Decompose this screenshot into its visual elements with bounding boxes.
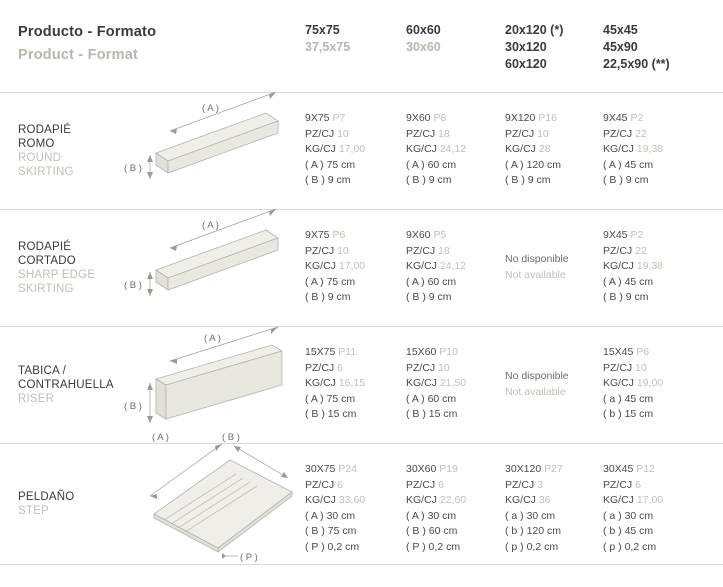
cell-r3c4-dim-2: ( b ) 15 cm: [603, 408, 654, 420]
cell-r4c3-dim-1: ( a ) 30 cm: [505, 509, 556, 522]
cell-r3c4-kg-label: KG/CJ: [603, 377, 634, 389]
row-label-es-line-1: TABICA /: [18, 365, 67, 377]
cell-r3c4: [603, 345, 663, 423]
cell-r1c1-dim-1: ( A ) 75 cm: [305, 158, 356, 171]
cell-r3c4-piece: P6: [636, 346, 650, 358]
cell-r3c2: [406, 345, 466, 423]
row-label-es-line-1: RODAPIÉ: [18, 124, 72, 136]
row-label-es-line-2: CONTRAHUELLA: [18, 379, 114, 391]
cell-r2c3: [505, 228, 569, 283]
row-label-es-line-2: ROMO: [18, 138, 55, 150]
cell-r3c4-kg: 19,00: [636, 377, 664, 389]
row-label: [18, 240, 128, 296]
cell-r1c4-kg-label: KG/CJ: [603, 143, 634, 155]
row-label-en-line-1: RISER: [18, 393, 55, 405]
cell-r1c1-kg: 17,00: [338, 143, 366, 155]
header-column-4-line-2: 45x90: [603, 40, 638, 54]
header-column-2-line-2: 30x60: [406, 40, 441, 54]
row-label-en-line-2: SKIRTING: [18, 166, 74, 178]
cell-r4c3-pz: 3: [537, 478, 543, 491]
cell-r1c3-piece: P16: [538, 112, 557, 124]
cell-r4c2-kg: 22,60: [439, 494, 467, 506]
cell-r4c3-piece: P27: [544, 463, 563, 475]
cell-r4c3-dim-3: ( p ) 0,2 cm: [505, 540, 559, 553]
cell-r2c2-dim-2: ( B ) 9 cm: [406, 291, 452, 303]
cell-r4c1-kg: 33,60: [338, 494, 366, 506]
cell-r4c4-kg-label: KG/CJ: [603, 494, 634, 506]
cell-r4c2-kg-label: KG/CJ: [406, 494, 437, 506]
cell-r2c1-kg-label: KG/CJ: [305, 260, 336, 272]
cell-r2c2-pz: 18: [438, 244, 450, 257]
cell-r2c4-kg: 19,38: [636, 260, 664, 272]
diagram-b-label-3: ( B ): [124, 401, 142, 412]
cell-r4c3-dim-2: ( b ) 120 cm: [505, 525, 562, 537]
cell-r2c1-piece: P6: [332, 229, 346, 241]
cell-r4c1-size: 30X75: [305, 463, 336, 475]
header-column-1-line-1: 75x75: [305, 23, 340, 37]
cell-r4c2-size: 30X60: [406, 463, 437, 475]
cell-r4c3-kg-label: KG/CJ: [505, 494, 536, 506]
header-column-3-line-2: 30x120: [505, 40, 547, 54]
cell-r4c1: [305, 462, 365, 555]
cell-r2c1-dim-2: ( B ) 9 cm: [305, 291, 351, 303]
cell-r3c1-pz: 6: [337, 361, 343, 374]
cell-r3c1-pz-label: PZ/CJ: [305, 361, 335, 374]
cell-r4c2-pz-label: PZ/CJ: [406, 478, 436, 491]
cell-r2c2: [406, 228, 466, 306]
cell-r2c4-pz-label: PZ/CJ: [603, 244, 633, 257]
cell-r4c4-pz: 6: [635, 478, 641, 491]
cell-r3c4-dim-1: ( a ) 45 cm: [603, 392, 654, 405]
cell-r3c4-pz: 10: [635, 361, 647, 374]
table-row: [0, 209, 723, 326]
row-label-es-line-2: CORTADO: [18, 255, 76, 267]
cell-r4c4-dim-1: ( a ) 30 cm: [603, 509, 654, 522]
cell-r1c1-pz: 10: [337, 127, 349, 140]
cell-r2c4-kg-label: KG/CJ: [603, 260, 634, 272]
diagram-a-label-3: ( A ): [204, 333, 221, 344]
cell-r2c4-pz: 22: [635, 244, 647, 257]
cell-r4c4-dim-3: ( p ) 0,2 cm: [603, 540, 657, 553]
header-column-3: [505, 22, 563, 73]
row-label-en-line-1: SHARP EDGE: [18, 269, 96, 281]
row-label: [18, 123, 128, 179]
cell-r3c1-kg-label: KG/CJ: [305, 377, 336, 389]
cell-r4c1-kg-label: KG/CJ: [305, 494, 336, 506]
cell-r1c2-piece: P8: [433, 112, 447, 124]
cell-r4c4-dim-2: ( b ) 45 cm: [603, 525, 654, 537]
cell-r1c1-pz-label: PZ/CJ: [305, 127, 335, 140]
cell-r1c3-kg: 28: [538, 143, 551, 155]
cell-r2c4: [603, 228, 663, 306]
cell-r4c2-dim-1: ( A ) 30 cm: [406, 509, 457, 522]
cell-r1c4-kg: 19,38: [636, 143, 664, 155]
cell-r4c4-kg: 17,00: [636, 494, 664, 506]
cell-r3c2-size: 15X60: [406, 346, 437, 358]
header-column-1-line-2: 37,5x75: [305, 40, 351, 54]
cell-r4c4-pz-label: PZ/CJ: [603, 478, 633, 491]
cell-r1c3-pz: 10: [537, 127, 549, 140]
header-column-4-line-3: 22,5x90 (**): [603, 57, 670, 71]
step-diagram: [126, 432, 298, 564]
cell-r3c2-kg: 21,50: [439, 377, 467, 389]
skirting-round-diagram: [126, 93, 298, 209]
cell-r3c3-not-available-es: No disponible: [505, 370, 569, 382]
cell-r3c3: [505, 345, 569, 400]
header-column-3-line-3: 60x120: [505, 57, 547, 71]
cell-r2c3-not-available-en: Not available: [505, 268, 566, 281]
cell-r3c4-pz-label: PZ/CJ: [603, 361, 633, 374]
cell-r2c4-dim-1: ( A ) 45 cm: [603, 275, 654, 288]
cell-r2c2-kg: 24,12: [439, 260, 467, 272]
riser-diagram: [126, 327, 298, 443]
cell-r1c2-kg-label: KG/CJ: [406, 143, 437, 155]
cell-r4c1-dim-1: ( A ) 30 cm: [305, 509, 356, 522]
cell-r1c3-size: 9X120: [505, 112, 536, 124]
cell-r4c1-pz: 6: [337, 478, 343, 491]
cell-r3c1-dim-2: ( B ) 15 cm: [305, 408, 357, 420]
cell-r3c2-pz-label: PZ/CJ: [406, 361, 436, 374]
cell-r2c1-dim-1: ( A ) 75 cm: [305, 275, 356, 288]
cell-r1c4: [603, 111, 663, 189]
header-column-4: [603, 22, 670, 73]
cell-r1c2-kg: 24,12: [439, 143, 467, 155]
cell-r1c3: [505, 111, 561, 189]
cell-r3c3-not-available-en: Not available: [505, 385, 566, 398]
header-column-2-line-1: 60x60: [406, 23, 441, 37]
cell-r2c2-kg-label: KG/CJ: [406, 260, 437, 272]
cell-r4c1-pz-label: PZ/CJ: [305, 478, 335, 491]
cell-r1c2-pz-label: PZ/CJ: [406, 127, 436, 140]
header-title-es: Producto - Formato: [18, 24, 157, 40]
cell-r2c3-not-available-es: No disponible: [505, 253, 569, 265]
cell-r2c1: [305, 228, 365, 306]
cell-r4c2-dim-3: ( P ) 0,2 cm: [406, 540, 461, 553]
table-row: [0, 432, 723, 565]
cell-r4c2: [406, 462, 466, 555]
cell-r2c2-dim-1: ( A ) 60 cm: [406, 275, 457, 288]
header-column-1: [305, 22, 350, 56]
cell-r3c2-pz: 10: [438, 361, 450, 374]
cell-r3c2-kg-label: KG/CJ: [406, 377, 437, 389]
cell-r4c1-dim-2: ( B ) 75 cm: [305, 525, 357, 537]
header-column-4-line-1: 45x45: [603, 23, 638, 37]
row-label: [18, 490, 128, 518]
cell-r4c3-size: 30X120: [505, 463, 542, 475]
cell-r4c2-pz: 6: [438, 478, 444, 491]
cell-r2c1-size: 9X75: [305, 229, 330, 241]
row-label-es-line-1: RODAPIÉ: [18, 241, 72, 253]
table-header: [0, 0, 723, 92]
cell-r2c2-piece: P5: [433, 229, 447, 241]
table-row: [0, 326, 723, 443]
cell-r1c4-piece: P2: [630, 112, 644, 124]
diagram-a-label-2: ( A ): [202, 220, 219, 231]
diagram-p-label-4: ( P ): [240, 552, 258, 563]
cell-r4c1-dim-3: ( P ) 0,2 cm: [305, 540, 360, 553]
cell-r1c1-piece: P7: [332, 112, 346, 124]
cell-r3c1-piece: P11: [338, 346, 357, 358]
cell-r2c2-size: 9X60: [406, 229, 431, 241]
cell-r1c3-dim-1: ( A ) 120 cm: [505, 158, 562, 171]
header-title-en: Product - Format: [18, 47, 139, 63]
row-label-en-line-2: SKIRTING: [18, 283, 74, 295]
skirting-sharp-edge-diagram: [126, 210, 298, 326]
cell-r1c4-dim-1: ( A ) 45 cm: [603, 158, 654, 171]
diagram-b-label-1: ( B ): [124, 163, 142, 174]
row-label-en-line-1: STEP: [18, 505, 49, 517]
cell-r4c3-pz-label: PZ/CJ: [505, 478, 535, 491]
cell-r2c1-pz: 10: [337, 244, 349, 257]
row-label-es-line-1: PELDAÑO: [18, 491, 75, 503]
cell-r4c3-kg: 36: [538, 494, 551, 506]
cell-r1c2-pz: 18: [438, 127, 450, 140]
cell-r3c1-kg: 16,15: [338, 377, 366, 389]
cell-r1c2-dim-2: ( B ) 9 cm: [406, 174, 452, 186]
cell-r1c4-pz-label: PZ/CJ: [603, 127, 633, 140]
cell-r1c1-dim-2: ( B ) 9 cm: [305, 174, 351, 186]
cell-r1c1-size: 9X75: [305, 112, 330, 124]
cell-r3c1-size: 15X75: [305, 346, 336, 358]
cell-r3c4-size: 15X45: [603, 346, 634, 358]
cell-r4c4: [603, 462, 663, 555]
cell-r4c1-piece: P24: [338, 463, 357, 475]
diagram-b-label-2: ( B ): [124, 280, 142, 291]
cell-r4c3: [505, 462, 563, 555]
row-label: [18, 364, 128, 406]
cell-r2c4-dim-2: ( B ) 9 cm: [603, 291, 649, 303]
diagram-a-label-1: ( A ): [202, 103, 219, 114]
cell-r1c2-size: 9X60: [406, 112, 431, 124]
cell-r2c4-size: 9X45: [603, 229, 628, 241]
cell-r2c2-pz-label: PZ/CJ: [406, 244, 436, 257]
cell-r1c4-pz: 22: [635, 127, 647, 140]
cell-r3c2-dim-2: ( B ) 15 cm: [406, 408, 458, 420]
cell-r1c1: [305, 111, 365, 189]
cell-r1c3-pz-label: PZ/CJ: [505, 127, 535, 140]
cell-r3c1: [305, 345, 365, 423]
diagram-a-label-4: ( A ): [152, 432, 169, 443]
cell-r1c1-kg-label: KG/CJ: [305, 143, 336, 155]
cell-r3c2-piece: P10: [439, 346, 458, 358]
row-label-en-line-1: ROUND: [18, 152, 62, 164]
header-column-2: [406, 22, 441, 56]
cell-r1c3-kg-label: KG/CJ: [505, 143, 536, 155]
cell-r4c4-piece: P12: [636, 463, 655, 475]
cell-r4c4-size: 30X45: [603, 463, 634, 475]
cell-r3c1-dim-1: ( A ) 75 cm: [305, 392, 356, 405]
cell-r2c4-piece: P2: [630, 229, 644, 241]
cell-r4c2-piece: P19: [439, 463, 458, 475]
cell-r1c4-dim-2: ( B ) 9 cm: [603, 174, 649, 186]
diagram-b-label-4: ( B ): [222, 432, 240, 443]
cell-r2c1-pz-label: PZ/CJ: [305, 244, 335, 257]
header-title: [18, 24, 288, 63]
header-column-3-line-1: 20x120 (*): [505, 23, 564, 37]
cell-r3c2-dim-1: ( A ) 60 cm: [406, 392, 457, 405]
cell-r4c2-dim-2: ( B ) 60 cm: [406, 525, 458, 537]
cell-r1c2: [406, 111, 466, 189]
cell-r2c1-kg: 17,00: [338, 260, 366, 272]
cell-r1c3-dim-2: ( B ) 9 cm: [505, 174, 551, 186]
cell-r1c2-dim-1: ( A ) 60 cm: [406, 158, 457, 171]
cell-r1c4-size: 9X45: [603, 112, 628, 124]
table-row: [0, 92, 723, 209]
